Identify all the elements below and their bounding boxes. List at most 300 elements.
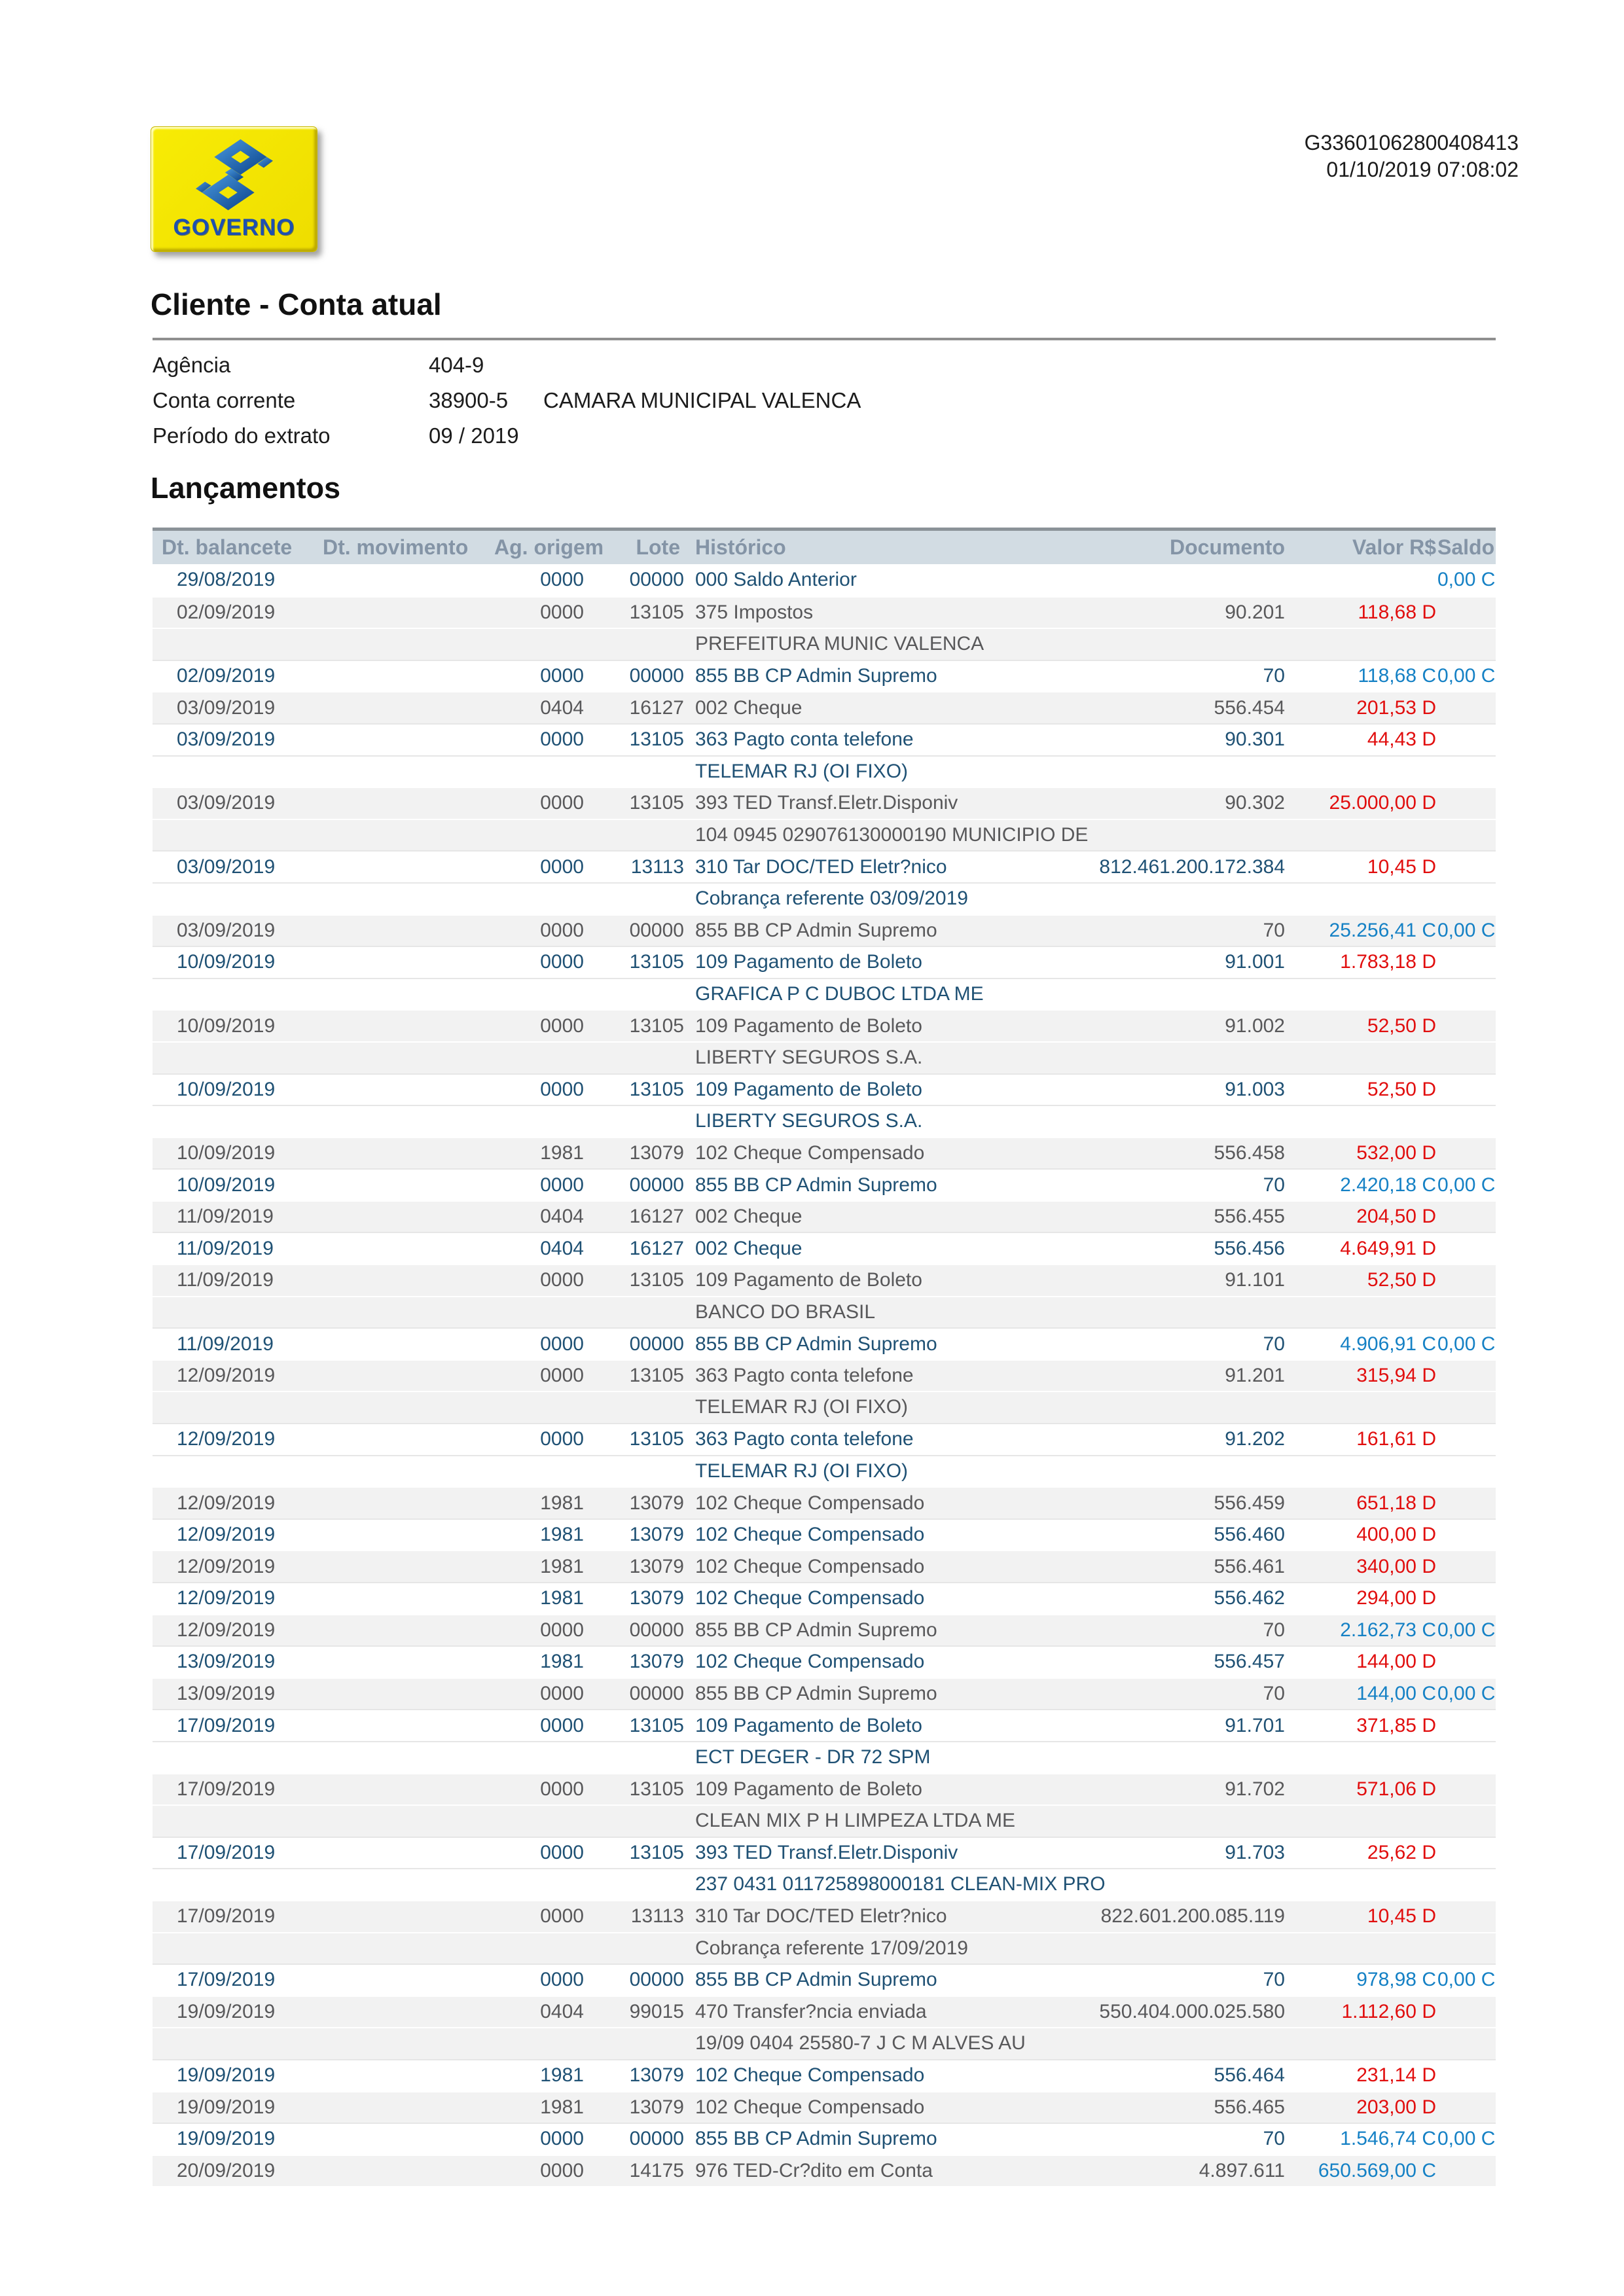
document-number: 556.458 — [1214, 1141, 1285, 1164]
history: 102 Cheque Compensado — [695, 1587, 925, 1609]
statement-row — [153, 1773, 1496, 1805]
statement-row — [153, 1264, 1496, 1296]
lot-number: 00000 — [629, 2128, 684, 2150]
col-header-documento: Documento — [1170, 535, 1285, 559]
transaction-date: 12/09/2019 — [177, 1428, 276, 1450]
value-amount: 651,18 D — [1356, 1492, 1436, 1514]
value-amount: 203,00 D — [1356, 2096, 1436, 2118]
field-label-agencia: Agência — [153, 353, 231, 377]
client-section-title: Cliente - Conta atual — [151, 287, 442, 321]
lot-number: 99015 — [629, 2001, 684, 2023]
document-number: 91.701 — [1225, 1714, 1285, 1736]
statement-row — [153, 1518, 1496, 1551]
col-header-valor: Valor R$ — [1352, 535, 1436, 559]
value-amount: 340,00 D — [1356, 1555, 1436, 1577]
field-label-periodo: Período do extrato — [153, 423, 331, 448]
origin-agency: 1981 — [540, 1651, 584, 1673]
balance-amount: 0,00 C — [1437, 1619, 1496, 1641]
transaction-date: 13/09/2019 — [177, 1683, 276, 1705]
lot-number: 13079 — [629, 1524, 684, 1546]
statement-row — [153, 564, 1496, 596]
lot-number: 13113 — [630, 1905, 684, 1928]
lot-number: 16127 — [629, 1237, 684, 1259]
statement-continuation-row: TELEMAR RJ (OI FIXO) — [153, 1391, 1496, 1423]
transaction-date: 17/09/2019 — [177, 1778, 276, 1800]
transaction-date: 11/09/2019 — [177, 1206, 274, 1228]
statement-row — [153, 1359, 1496, 1391]
document-number: 70 — [1263, 919, 1285, 941]
value-amount: 10,45 D — [1367, 1905, 1436, 1928]
transaction-date: 17/09/2019 — [177, 1842, 276, 1864]
lot-number: 16127 — [629, 696, 684, 719]
lot-number: 00000 — [629, 569, 684, 591]
history: 109 Pagamento de Boleto — [695, 1778, 922, 1800]
transaction-date: 12/09/2019 — [177, 1524, 276, 1546]
statement-row — [153, 1677, 1496, 1710]
origin-agency: 0000 — [540, 1078, 584, 1100]
col-header-lote: Lote — [636, 535, 680, 559]
value-amount: 25.000,00 D — [1329, 792, 1436, 814]
statement-continuation-row: Cobrança referente 03/09/2019 — [153, 882, 1496, 914]
lot-number: 13105 — [629, 1269, 684, 1291]
lot-number: 13079 — [629, 1555, 684, 1577]
history: 470 Transfer?ncia enviada — [695, 2001, 927, 2023]
statement-row — [153, 660, 1496, 692]
lot-number: 13105 — [629, 601, 684, 623]
origin-agency: 0000 — [540, 855, 584, 878]
document-code: G33601062800408413 — [1304, 131, 1519, 154]
document-number: 4.897.611 — [1199, 2159, 1285, 2181]
transaction-date: 03/09/2019 — [177, 696, 276, 719]
value-amount: 25.256,41 C — [1329, 919, 1436, 941]
lot-number: 13079 — [629, 1141, 684, 1164]
origin-agency: 0404 — [540, 2001, 584, 2023]
statement-row — [153, 1168, 1496, 1200]
history: 855 BB CP Admin Supremo — [695, 1683, 937, 1705]
statement-row — [153, 1964, 1496, 1996]
statement-row — [153, 1232, 1496, 1264]
lot-number: 13105 — [629, 1014, 684, 1037]
origin-agency: 0000 — [540, 1619, 584, 1641]
history: 109 Pagamento de Boleto — [695, 1714, 922, 1736]
value-amount: 1.783,18 D — [1340, 951, 1436, 973]
document-number: 90.302 — [1225, 792, 1285, 814]
transaction-date: 03/09/2019 — [177, 855, 276, 878]
document-number: 812.461.200.172.384 — [1099, 855, 1285, 878]
governo-label: GOVERNO — [173, 215, 295, 240]
transaction-date: 11/09/2019 — [177, 1269, 274, 1291]
col-header-ag-origem: Ag. origem — [494, 535, 604, 559]
lot-number: 00000 — [629, 665, 684, 687]
print-timestamp: 01/10/2019 07:08:02 — [1326, 158, 1519, 181]
transaction-date: 11/09/2019 — [177, 1237, 274, 1259]
lot-number: 13079 — [629, 1492, 684, 1514]
statement-row — [153, 850, 1496, 882]
value-amount: 978,98 C — [1356, 1969, 1436, 1991]
transaction-date: 17/09/2019 — [177, 1714, 276, 1736]
col-header-saldo: Saldo — [1437, 535, 1495, 559]
value-amount: 44,43 D — [1367, 728, 1436, 751]
origin-agency: 0000 — [540, 951, 584, 973]
history: 102 Cheque Compensado — [695, 1141, 925, 1164]
origin-agency: 0000 — [540, 601, 584, 623]
statement-row — [153, 787, 1496, 819]
document-number: 91.702 — [1225, 1778, 1285, 1800]
statement-continuation-row: PREFEITURA MUNIC VALENCA — [153, 628, 1496, 660]
value-amount: 4.649,91 D — [1340, 1237, 1436, 1259]
statement-row — [153, 1645, 1496, 1677]
lot-number: 13079 — [629, 1587, 684, 1609]
origin-agency: 0000 — [540, 1365, 584, 1387]
lot-number: 00000 — [629, 1969, 684, 1991]
value-amount: 315,94 D — [1356, 1365, 1436, 1387]
history: 375 Impostos — [695, 601, 814, 623]
origin-agency: 0404 — [540, 1237, 584, 1259]
origin-agency: 0404 — [540, 696, 584, 719]
col-header-dt-balancete: Dt. balancete — [162, 535, 293, 559]
history: 310 Tar DOC/TED Eletr?nico — [695, 1905, 947, 1928]
history: 102 Cheque Compensado — [695, 2096, 925, 2118]
value-amount: 25,62 D — [1367, 1842, 1436, 1864]
client-info-row-agencia — [153, 348, 1496, 383]
transaction-date: 03/09/2019 — [177, 919, 276, 941]
statement-continuation-row: CLEAN MIX P H LIMPEZA LTDA ME — [153, 1804, 1496, 1837]
lot-number: 13105 — [629, 1078, 684, 1100]
value-amount: 2.162,73 C — [1340, 1619, 1436, 1641]
origin-agency: 0000 — [540, 569, 584, 591]
statement-row — [153, 2155, 1496, 2187]
origin-agency: 0000 — [540, 665, 584, 687]
transaction-date: 02/09/2019 — [177, 601, 276, 623]
field-extra-account-holder: CAMARA MUNICIPAL VALENCA — [543, 388, 861, 412]
statement-row — [153, 1327, 1496, 1359]
value-amount: 201,53 D — [1356, 696, 1436, 719]
transaction-date: 10/09/2019 — [177, 1014, 276, 1037]
balance-amount: 0,00 C — [1437, 569, 1496, 591]
origin-agency: 0000 — [540, 1014, 584, 1037]
history: 855 BB CP Admin Supremo — [695, 1174, 937, 1196]
statement-row — [153, 723, 1496, 755]
statement-row — [153, 2091, 1496, 2123]
statement-continuation-row: 237 0431 011725898000181 CLEAN-MIX PRO — [153, 1868, 1496, 1900]
document-number: 91.201 — [1225, 1365, 1285, 1387]
history: 109 Pagamento de Boleto — [695, 1014, 922, 1037]
statement-row — [153, 1550, 1496, 1582]
document-number: 70 — [1263, 1333, 1285, 1355]
value-amount: 571,06 D — [1356, 1778, 1436, 1800]
document-number: 556.460 — [1214, 1524, 1285, 1546]
history: 363 Pagto conta telefone — [695, 1428, 914, 1450]
balance-amount: 0,00 C — [1437, 665, 1496, 687]
statement-row — [153, 1996, 1496, 2028]
statement-row — [153, 596, 1496, 628]
document-number: 70 — [1263, 665, 1285, 687]
statement-row — [153, 1009, 1496, 1041]
document-number: 91.202 — [1225, 1428, 1285, 1450]
statement-row — [153, 914, 1496, 946]
history: 855 BB CP Admin Supremo — [695, 665, 937, 687]
value-amount: 371,85 D — [1356, 1714, 1436, 1736]
statement-row — [153, 1582, 1496, 1614]
document-number: 822.601.200.085.119 — [1100, 1905, 1285, 1928]
statement-continuation-row: TELEMAR RJ (OI FIXO) — [153, 1455, 1496, 1487]
statement-continuation-row: LIBERTY SEGUROS S.A. — [153, 1105, 1496, 1137]
transaction-date: 11/09/2019 — [177, 1333, 274, 1355]
lot-number: 16127 — [629, 1206, 684, 1228]
document-number: 70 — [1263, 2128, 1285, 2150]
origin-agency: 1981 — [540, 1555, 584, 1577]
value-amount: 144,00 C — [1356, 1683, 1436, 1705]
lot-number: 00000 — [629, 1333, 684, 1355]
statement-row — [153, 1614, 1496, 1646]
document-number: 556.455 — [1214, 1206, 1285, 1228]
statement-row — [153, 1137, 1496, 1169]
origin-agency: 0000 — [540, 1842, 584, 1864]
history: 363 Pagto conta telefone — [695, 728, 914, 751]
origin-agency: 0000 — [540, 1683, 584, 1705]
transaction-date: 12/09/2019 — [177, 1619, 276, 1641]
transaction-date: 10/09/2019 — [177, 1141, 276, 1164]
document-number: 556.457 — [1214, 1651, 1285, 1673]
document-number: 556.461 — [1214, 1555, 1285, 1577]
field-value-periodo: 09 / 2019 — [429, 423, 519, 448]
transaction-date: 12/09/2019 — [177, 1587, 276, 1609]
history: 310 Tar DOC/TED Eletr?nico — [695, 855, 947, 878]
statement-row — [153, 1837, 1496, 1869]
balance-amount: 0,00 C — [1437, 1174, 1496, 1196]
document-number: 91.703 — [1225, 1842, 1285, 1864]
transaction-date: 12/09/2019 — [177, 1365, 276, 1387]
value-amount: 532,00 D — [1356, 1141, 1436, 1164]
field-value-agencia: 404-9 — [429, 353, 484, 377]
origin-agency: 0000 — [540, 1333, 584, 1355]
transaction-date: 19/09/2019 — [177, 2064, 276, 2087]
lot-number: 00000 — [629, 919, 684, 941]
transaction-date: 20/09/2019 — [177, 2159, 276, 2181]
balance-amount: 0,00 C — [1437, 1683, 1496, 1705]
transaction-date: 17/09/2019 — [177, 1969, 276, 1991]
field-label-conta-corrente: Conta corrente — [153, 388, 296, 412]
bank-logo — [151, 126, 317, 252]
field-value-conta-corrente: 38900-5 — [429, 388, 509, 412]
origin-agency: 0000 — [540, 1428, 584, 1450]
value-amount: 144,00 D — [1356, 1651, 1436, 1673]
transaction-date: 19/09/2019 — [177, 2096, 276, 2118]
value-amount: 650.569,00 C — [1318, 2159, 1436, 2181]
origin-agency: 0000 — [540, 2128, 584, 2150]
balance-amount: 0,00 C — [1437, 1333, 1496, 1355]
statement-row — [153, 2123, 1496, 2155]
client-info-row-periodo — [153, 418, 1496, 454]
lot-number: 13105 — [629, 1778, 684, 1800]
document-number: 70 — [1263, 1174, 1285, 1196]
lot-number: 13113 — [630, 855, 684, 878]
history: 102 Cheque Compensado — [695, 2064, 925, 2087]
value-amount: 400,00 D — [1356, 1524, 1436, 1546]
document-number: 91.001 — [1225, 951, 1285, 973]
document-number: 90.201 — [1225, 601, 1285, 623]
client-info — [153, 348, 1496, 454]
balance-amount: 0,00 C — [1437, 2128, 1496, 2150]
origin-agency: 0000 — [540, 1269, 584, 1291]
value-amount: 118,68 D — [1358, 601, 1436, 623]
document-number: 556.465 — [1214, 2096, 1285, 2118]
transaction-date: 10/09/2019 — [177, 951, 276, 973]
transaction-date: 29/08/2019 — [177, 569, 276, 591]
value-amount: 294,00 D — [1356, 1587, 1436, 1609]
transaction-date: 10/09/2019 — [177, 1078, 276, 1100]
value-amount: 118,68 C — [1358, 665, 1436, 687]
history: 102 Cheque Compensado — [695, 1555, 925, 1577]
col-header-historico: Histórico — [695, 535, 786, 559]
history: 855 BB CP Admin Supremo — [695, 2128, 937, 2150]
balance-amount: 0,00 C — [1437, 1969, 1496, 1991]
origin-agency: 1981 — [540, 1141, 584, 1164]
statement-row — [153, 1486, 1496, 1518]
statement-row — [153, 691, 1496, 723]
statement-continuation-row: LIBERTY SEGUROS S.A. — [153, 1041, 1496, 1073]
history: 855 BB CP Admin Supremo — [695, 1619, 937, 1641]
statement-rows — [153, 564, 1496, 2186]
document-number: 91.101 — [1225, 1269, 1285, 1291]
lot-number: 13105 — [629, 1428, 684, 1450]
document-number: 556.462 — [1214, 1587, 1285, 1609]
banco-do-brasil-icon — [195, 136, 274, 213]
history: 855 BB CP Admin Supremo — [695, 1969, 937, 1991]
history: 002 Cheque — [695, 1206, 803, 1228]
origin-agency: 0000 — [540, 919, 584, 941]
origin-agency: 0000 — [540, 728, 584, 751]
history: 102 Cheque Compensado — [695, 1492, 925, 1514]
history: 000 Saldo Anterior — [695, 569, 857, 591]
transaction-date: 19/09/2019 — [177, 2001, 276, 2023]
statement-continuation-row: 104 0945 029076130000190 MUNICIPIO DE — [153, 819, 1496, 851]
history: 109 Pagamento de Boleto — [695, 951, 922, 973]
lot-number: 13079 — [629, 2064, 684, 2087]
lot-number: 13105 — [629, 951, 684, 973]
origin-agency: 0000 — [540, 1714, 584, 1736]
lot-number: 13105 — [629, 1842, 684, 1864]
value-amount: 4.906,91 C — [1340, 1333, 1436, 1355]
origin-agency: 0000 — [540, 1969, 584, 1991]
statement-continuation-row: Cobrança referente 17/09/2019 — [153, 1932, 1496, 1964]
section-divider — [153, 338, 1496, 340]
transaction-date: 10/09/2019 — [177, 1174, 276, 1196]
history: 393 TED Transf.Eletr.Disponiv — [695, 1842, 958, 1864]
statement-continuation-row: BANCO DO BRASIL — [153, 1296, 1496, 1328]
lot-number: 00000 — [629, 1683, 684, 1705]
statement-row — [153, 946, 1496, 978]
origin-agency: 1981 — [540, 2096, 584, 2118]
lot-number: 13105 — [629, 792, 684, 814]
statement-row — [153, 1900, 1496, 1932]
transaction-date: 03/09/2019 — [177, 792, 276, 814]
value-amount: 161,61 D — [1356, 1428, 1436, 1450]
statement-row — [153, 2059, 1496, 2091]
statement-continuation-row: 19/09 0404 25580-7 J C M ALVES AU — [153, 2027, 1496, 2059]
value-amount: 52,50 D — [1367, 1269, 1436, 1291]
value-amount: 52,50 D — [1367, 1078, 1436, 1100]
document-number: 550.404.000.025.580 — [1099, 2001, 1285, 2023]
history: 102 Cheque Compensado — [695, 1524, 925, 1546]
statement-row — [153, 1073, 1496, 1105]
history: 002 Cheque — [695, 1237, 803, 1259]
history: 102 Cheque Compensado — [695, 1651, 925, 1673]
origin-agency: 1981 — [540, 1492, 584, 1514]
origin-agency: 1981 — [540, 2064, 584, 2087]
history: 855 BB CP Admin Supremo — [695, 919, 937, 941]
document-number: 70 — [1263, 1619, 1285, 1641]
origin-agency: 0000 — [540, 1905, 584, 1928]
document-number: 556.454 — [1214, 696, 1285, 719]
balance-amount: 0,00 C — [1437, 919, 1496, 941]
value-amount: 231,14 D — [1356, 2064, 1436, 2087]
origin-agency: 1981 — [540, 1587, 584, 1609]
statement-continuation-row: TELEMAR RJ (OI FIXO) — [153, 755, 1496, 787]
lot-number: 13105 — [629, 728, 684, 751]
client-info-row-conta — [153, 383, 1496, 418]
lot-number: 13105 — [629, 1365, 684, 1387]
origin-agency: 1981 — [540, 1524, 584, 1546]
transaction-date: 13/09/2019 — [177, 1651, 276, 1673]
history: 976 TED-Cr?dito em Conta — [695, 2159, 933, 2181]
transaction-date: 03/09/2019 — [177, 728, 276, 751]
statement-title: Lançamentos — [151, 471, 341, 505]
lot-number: 00000 — [629, 1174, 684, 1196]
history: 109 Pagamento de Boleto — [695, 1078, 922, 1100]
statement-row — [153, 1200, 1496, 1232]
origin-agency: 0000 — [540, 1778, 584, 1800]
lot-number: 00000 — [629, 1619, 684, 1641]
lot-number: 13079 — [629, 1651, 684, 1673]
history: 855 BB CP Admin Supremo — [695, 1333, 937, 1355]
lot-number: 13105 — [629, 1714, 684, 1736]
document-number: 70 — [1263, 1683, 1285, 1705]
lot-number: 14175 — [629, 2159, 684, 2181]
transaction-date: 02/09/2019 — [177, 665, 276, 687]
statement-table-header — [153, 528, 1496, 564]
value-amount: 204,50 D — [1356, 1206, 1436, 1228]
transaction-date: 17/09/2019 — [177, 1905, 276, 1928]
statement-continuation-row: GRAFICA P C DUBOC LTDA ME — [153, 978, 1496, 1010]
lot-number: 13079 — [629, 2096, 684, 2118]
document-number: 91.002 — [1225, 1014, 1285, 1037]
value-amount: 52,50 D — [1367, 1014, 1436, 1037]
transaction-date: 12/09/2019 — [177, 1492, 276, 1514]
statement-continuation-row: ECT DEGER - DR 72 SPM — [153, 1741, 1496, 1773]
origin-agency: 0404 — [540, 1206, 584, 1228]
document-meta — [1305, 130, 1519, 183]
history: 363 Pagto conta telefone — [695, 1365, 914, 1387]
value-amount: 1.546,74 C — [1340, 2128, 1436, 2150]
transaction-date: 19/09/2019 — [177, 2128, 276, 2150]
statement-row — [153, 1709, 1496, 1741]
value-amount: 1.112,60 D — [1341, 2001, 1436, 2023]
document-number: 70 — [1263, 1969, 1285, 1991]
history: 393 TED Transf.Eletr.Disponiv — [695, 792, 958, 814]
history: 002 Cheque — [695, 696, 803, 719]
statement-row — [153, 1423, 1496, 1455]
history: 109 Pagamento de Boleto — [695, 1269, 922, 1291]
document-number: 91.003 — [1225, 1078, 1285, 1100]
value-amount: 2.420,18 C — [1340, 1174, 1436, 1196]
document-number: 90.301 — [1225, 728, 1285, 751]
origin-agency: 0000 — [540, 2159, 584, 2181]
transaction-date: 12/09/2019 — [177, 1555, 276, 1577]
col-header-dt-movimento: Dt. movimento — [323, 535, 469, 559]
document-number: 556.456 — [1214, 1237, 1285, 1259]
document-number: 556.464 — [1214, 2064, 1285, 2087]
